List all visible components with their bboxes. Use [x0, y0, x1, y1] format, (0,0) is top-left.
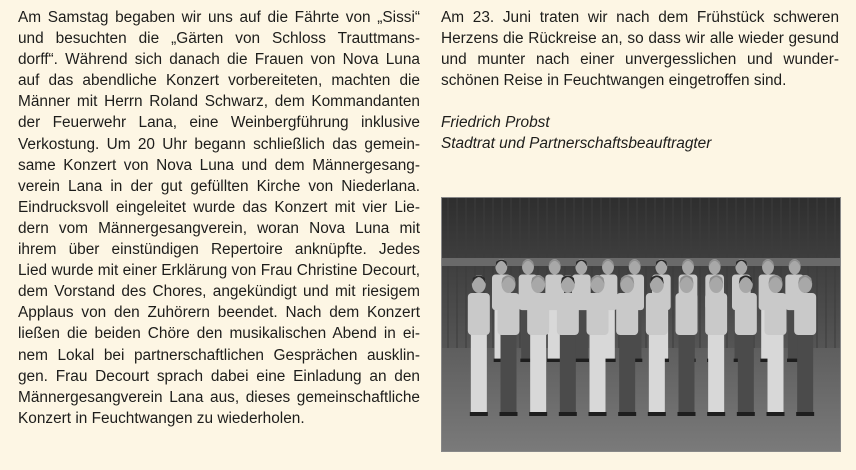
article-right-column [441, 7, 839, 155]
choir-member [557, 275, 579, 416]
text-line: ihrem über einstündigen Repertoire anknüpfte. Jedes [18, 241, 420, 259]
text-line: Männergesangverein Lana aus, dieses gemeinschaftliche [18, 388, 420, 406]
text-line: dorff“. Während sich danach die Frauen von Nova Luna [18, 51, 420, 69]
text-line: auf das abendliche Konzert vorbereiteten, machten die [18, 72, 420, 90]
choir-member [676, 275, 698, 416]
choir-member [587, 275, 609, 416]
text-line: Lied wurde mit einer Erklärung von Frau Christine Decourt, [18, 262, 420, 280]
text-line: Konzert in Feuchtwangen zu wiederholen. [18, 409, 305, 427]
text-line: und munter nach einer unvergesslichen und wunder- [441, 51, 839, 69]
choir-member [735, 275, 757, 416]
text-line: Am Samstag begaben wir uns auf die Fährte von „Sissi“ [18, 9, 420, 26]
choir-member [765, 275, 787, 416]
text-line: Applaus von den Zuhörern beendet. Nach dem Konzert [18, 304, 420, 322]
text-line: schönen Reise in Feuchtwangen eingetroffen sind. [441, 72, 787, 90]
choir-member [498, 275, 520, 416]
choir-member [527, 275, 549, 416]
choir-member [705, 275, 727, 416]
text-line: der Feuerwehr Lana, eine Weinbergführung inklusive [18, 114, 420, 132]
choir-member [646, 275, 668, 416]
text-line: dem Vorstand des Chores, angekündigt und mit riesigem [18, 283, 420, 301]
text-line: Am 23. Juni traten wir nach dem Frühstück schweren [441, 9, 839, 26]
choir-member [794, 275, 816, 416]
text-line: verein Lana in der gut gefüllten Kirche von Niederlana. [18, 177, 420, 195]
text-line: Männer mit Herrn Roland Schwarz, dem Kommandanten [18, 93, 420, 111]
text-line: Herzens die Rückreise an, so dass wir alle wieder gesund [441, 30, 839, 48]
text-line: gen. Frau Decourt sprach dabei eine Einladung an den [18, 367, 420, 385]
choir-group-photo-illustration [442, 198, 840, 451]
choir-member [616, 275, 638, 416]
choir-member [468, 275, 490, 416]
group-photo [441, 197, 841, 452]
text-line: Eindrucksvoll eingeleitet wurde das Konzert mit vier Lie- [18, 198, 420, 216]
article-left-column [18, 7, 420, 429]
text-line: same Konzert von Nova Luna und dem Männergesang- [18, 156, 420, 174]
text-line: Verkostung. Um 20 Uhr begann schließlich das gemein- [18, 135, 420, 153]
text-line: nem Lokal bei partnerschaftlichen Gesprächen ausklin- [18, 346, 420, 364]
signature-name: Friedrich Probst [441, 114, 550, 132]
signature-block [441, 112, 839, 154]
text-line: ließen die beiden Chöre den musikalischen Abend in ei- [18, 325, 420, 343]
signature-role: Stadtrat und Partnerschaftsbeauftragter [441, 135, 712, 153]
text-line: dern vom Männergesangverein, woran Nova Luna mit [18, 219, 420, 237]
text-line: und besuchten die „Gärten von Schloss Trauttmans- [18, 30, 420, 48]
